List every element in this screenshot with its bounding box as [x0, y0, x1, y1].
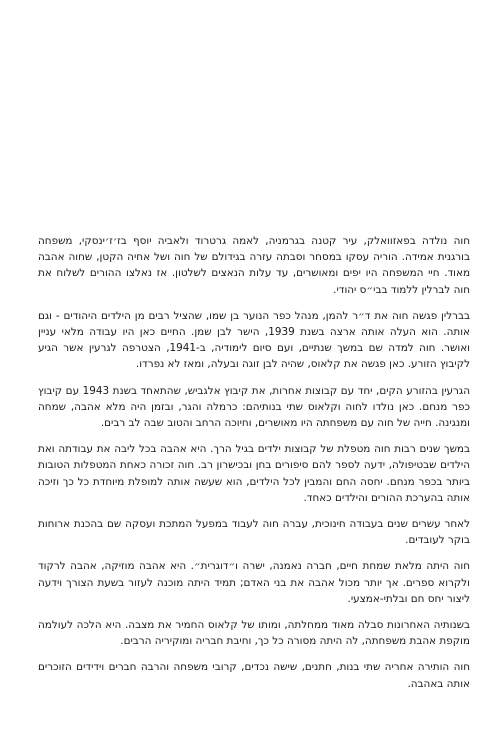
- memorial-text-body: [38, 233, 470, 702]
- paragraph-birth: חוה נולדה בפאזוואלק, עיר קטנה בגרמניה, לאמה גרטרוד ולאביה יוסף בז׳ז׳ינסקי, משפחה בורגנית אמידה. הוריה עסקו במסחר וסבתה עזרה בגידולם של חוה ושל אחיה הקטן, שחוה אהבה מאוד. חיי המשפחה היו יפים ומאושרים, עד עלות הנאצים לשלטון. אז נאלצו ההורים לשלוח את חוה לברלין ללמוד בבי״ס יהודי.: [38, 235, 470, 296]
- paragraph-survivors: חוה הותירה אחריה שתי בנות, חתנים, שישה נכדים, קרובי משפחה והרבה חברים וידידים הזוכרים אותה באהבה.: [38, 661, 470, 690]
- paragraph-character: חוה היתה מלאת שמחת חיים, חברה נאמנה, ישרה ו״דוגרית״. היא אהבה מוזיקה, אהבה לרקוד ולקרוא ספרים. אך יותר מכול אהבה את בני האדם; תמיד היתה מוכנה לעזור בשעת הצורך וידעה ליצור יחס חם ובלתי-אמצעי.: [38, 560, 470, 605]
- paragraph-kibbutz: הגרעין בהזורע הקים, יחד עם קבוצות אחרות, את קיבוץ אלגביש, שהתאחד בשנת 1943 עם קיבוץ כפר מנחם. כאן נולדו לחוה וקלאוס שתי בנותיהם: כרמלה והגר, ובזמן היה מלא אהבה, שמחה ומנגינה. חייה של חוה עם משפחתה היו מאושרים, וחיוכה הרחב והטוב שבה לב רבים.: [38, 384, 470, 430]
- paragraph-factory: לאחר עשרים שנים בעבודה חינוכית, עברה חוה לעבוד במפעל המתכת ועסקה שם בהכנת ארוחות בוקר לעובדים.: [38, 518, 470, 547]
- paragraph-final-years: בשנותיה האחרונות סבלה מאוד ממחלתה, ומותו של קלאוס החמיר את מצבה. היא הלכה לעולמה מוקפת אהבת משפחתה, לה היתה מסורה כל כך, וחיבת חבריה ומוקיריה הרבים.: [38, 619, 470, 648]
- paragraph-caregiver: במשך שנים רבות חוה מטפלת של קבוצות ילדים בגיל הרך. היא אהבה בכל ליבה את עבודתה ואת הילדים שבטיפולה, ידעה לספר להם סיפורים בחן ובכישרון רב. חוה זכורה כאחת המטפלות הטובות ביותר בכפר מנחם. יחסה החם והמבין לכל הילדים, הוא שעשה אותה למופלת מיוחדת כל כך וזיכה אותה בהערכת ההורים והילדים כאחד.: [38, 443, 470, 504]
- paragraph-berlin: בברלין פגשה חוה את ד״ר להמן, מנהל כפר הנוער בן שמו, שהציל רבים מן הילדים היהודים - וגם אותה. הוא העלה אותה ארצה בשנת 1939, הישר לבן שמן. החיים כאן היו עבודה מלאי עניין ואושר. חוה למדה שם במשך שנתיים, ועם סיום לימודיה, ב-1941, הצטרפה לגרעין אשר הגיע לקיבוץ הזורע. כאן פגשה את קלאוס, שהיה לבן זוגה ובעלה, ומאז לא נפרדו.: [38, 309, 470, 371]
